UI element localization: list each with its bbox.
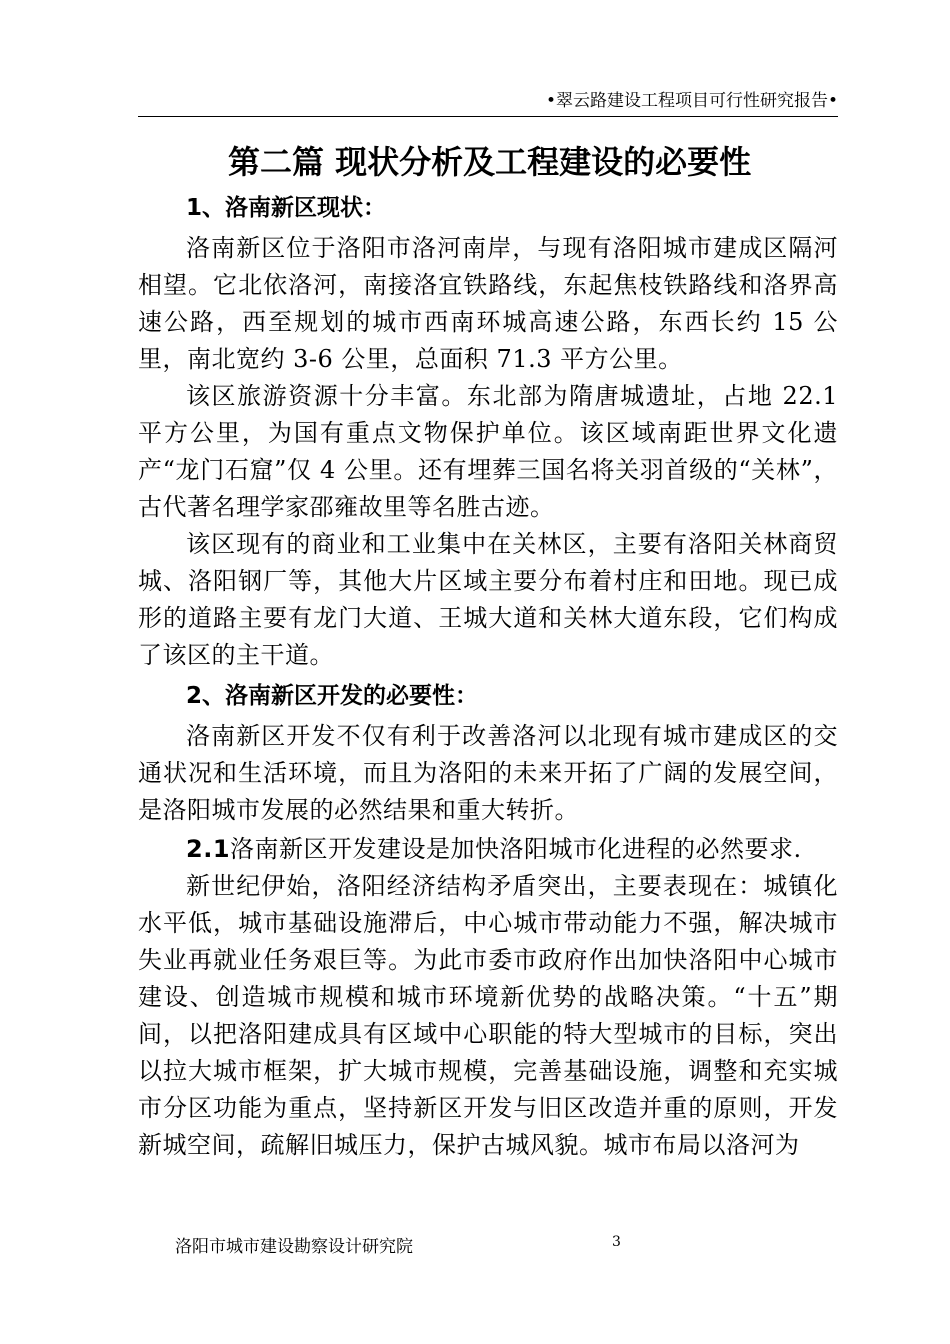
chapter-title: 第二篇 现状分析及工程建设的必要性 (228, 143, 752, 181)
paragraph-necessity: 洛南新区开发不仅有利于改善洛河以北现有城市建成区的交通状况和生活环境，而且为洛阳的未来开拓了广阔的发展空间，是洛阳城市发展的必然结果和重大转折。 (138, 722, 838, 824)
page-number: 3 (612, 1234, 621, 1250)
section-heading-2: 2、洛南新区开发的必要性： (186, 683, 479, 709)
running-header: •翠云路建设工程项目可行性研究报告• (138, 88, 838, 117)
paragraph-commerce: 该区现有的商业和工业集中在关林区，主要有洛阳关林商贸城、洛阳钢厂等，其他大片区域主要分布着村庄和田地。现已成形的道路主要有龙门大道、王城大道和关林大道东段，它们构成了该区的主干道。 (138, 530, 838, 669)
paragraph-urbanization: 新世纪伊始，洛阳经济结构矛盾突出，主要表现在：城镇化水平低，城市基础设施滞后，中心城市带动能力不强，解决城市失业再就业任务艰巨等。为此市委市政府作出加快洛阳中心城市建设、创造城市规模和城市环境新优势的战略决策。“十五”期间，以把洛阳建成具有区域中心职能的特大型城市的目标，突出以拉大城市框架，扩大城市规模，完善基础设施，调整和充实城市分区功能为重点，坚持新区开发与旧区改造并重的原则，开发新城空间，疏解旧城压力，保护古城风貌。城市布局以洛河为 (138, 872, 838, 1159)
footer-organization: 洛阳市城市建设勘察设计研究院 (175, 1237, 413, 1257)
paragraph-location: 洛南新区位于洛阳市洛河南岸，与现有洛阳城市建成区隔河相望。它北依洛河，南接洛宜铁路线，东起焦枝铁路线和洛界高速公路，西至规划的城市西南环城高速公路，东西长约 15 公里，南北宽约 3-6 公里，总面积 71.3 平方公里。 (138, 234, 838, 373)
subsection-number: 2.1 (186, 835, 231, 863)
document-body (138, 138, 838, 1164)
subsection-title: 洛南新区开发建设是加快洛阳城市化进程的必然要求. (230, 835, 802, 863)
section-heading-1: 1、洛南新区现状： (186, 195, 387, 221)
paragraph-tourism: 该区旅游资源十分丰富。东北部为隋唐城遗址，占地 22.1 平方公里，为国有重点文物保护单位。该区域南距世界文化遗产“龙门石窟”仅 4 公里。还有埋葬三国名将关羽首级的“关林”，古代著名理学家邵雍故里等名胜古迹。 (138, 382, 838, 521)
subsection-2-1 (138, 831, 838, 868)
